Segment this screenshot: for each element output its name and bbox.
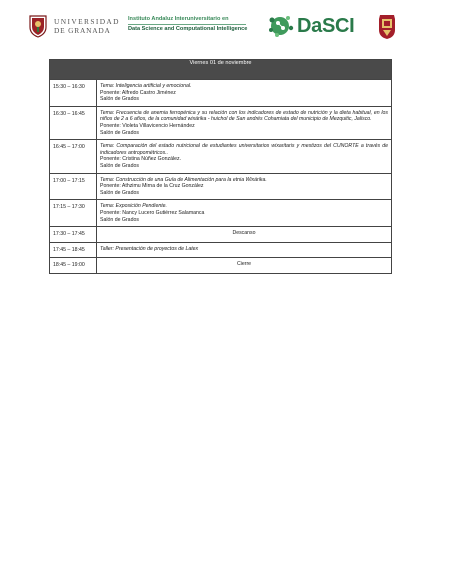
table-row-break bbox=[50, 227, 392, 243]
session-venue: Salón de Grados bbox=[100, 96, 139, 103]
session-speaker: Ponente: Violeta Villavicencio Hernández bbox=[100, 122, 195, 129]
time-cell: 15:30 – 16:30 bbox=[50, 80, 97, 107]
time-cell: 17:15 – 17:30 bbox=[50, 200, 97, 227]
ugr-line1: UNIVERSIDAD bbox=[54, 17, 120, 26]
session-speaker: Ponente: Cristina Núñez González. bbox=[100, 156, 182, 163]
table-row bbox=[50, 106, 392, 139]
time-cell: 18:45 – 19:00 bbox=[50, 258, 97, 274]
table-row bbox=[50, 200, 392, 227]
time-cell: 17:30 – 17:45 bbox=[50, 227, 97, 243]
session-speaker: Ponente: Alfredo Castro Jiménez bbox=[100, 89, 176, 96]
dasci-logo bbox=[268, 14, 354, 38]
ugr-seal-icon bbox=[28, 14, 48, 38]
institute-divider bbox=[128, 24, 246, 25]
session-topic: Tema: Frecuencia de anemia ferropénica y su relación con los indicadores de estado de nutrición y la dieta habitual, en los niños de 2 a 6 años, de la comunidad wixárika - huichol de San andrés Cohamiata del municipio de Mezquitic, Jalisco. bbox=[100, 109, 388, 123]
table-row bbox=[50, 140, 392, 173]
time-cell: 16:45 – 17:00 bbox=[50, 140, 97, 173]
workshop-label: Taller: Presentación de proyectos de Latex bbox=[97, 242, 392, 258]
session-topic: Tema: Inteligencia artificial y emocional. bbox=[100, 83, 192, 89]
table-row-workshop bbox=[50, 242, 392, 258]
institute-line2: Data Science and Computational Intelligence bbox=[128, 25, 248, 32]
table-row bbox=[50, 80, 392, 107]
session-cell bbox=[97, 106, 392, 139]
table-header-row bbox=[50, 60, 392, 80]
ugr-wordmark bbox=[54, 17, 120, 35]
session-topic: Tema: Exposición Pendiente. bbox=[100, 203, 167, 210]
session-venue: Salón de Grados bbox=[100, 189, 139, 196]
session-venue: Salón de Grados bbox=[100, 216, 139, 223]
session-speaker: Ponente: Athzimu Mirna de la Cruz González bbox=[100, 183, 204, 190]
session-cell bbox=[97, 200, 392, 227]
page-header bbox=[0, 0, 450, 50]
schedule-table bbox=[49, 59, 392, 274]
session-venue: Salón de Grados bbox=[100, 162, 139, 169]
dasci-network-icon bbox=[268, 14, 294, 38]
session-cell bbox=[97, 173, 392, 200]
day-title: Viernes 01 de noviembre bbox=[50, 60, 392, 80]
dasci-wordmark: DaSCI bbox=[297, 14, 355, 37]
session-cell bbox=[97, 80, 392, 107]
time-cell: 17:00 – 17:15 bbox=[50, 173, 97, 200]
break-label: Descanso bbox=[97, 227, 392, 243]
institute-line1: Instituto Andaluz Interuniversitario en bbox=[128, 16, 229, 22]
time-cell: 16:30 – 16:45 bbox=[50, 106, 97, 139]
ugr-line2: DE GRANADA bbox=[54, 26, 111, 35]
table-row-closing bbox=[50, 258, 392, 274]
session-speaker: Ponente: Nancy Lucero Gutiérrez Salamanca bbox=[100, 209, 205, 216]
session-topic: Tema: Comparación del estado nutricional de estudiantes universitarios wixaritaris y mestizos del CUNORTE a través de indicadores antropométricos.. bbox=[100, 143, 388, 156]
table-row bbox=[50, 173, 392, 200]
closing-label: Cierre bbox=[97, 258, 392, 274]
ugr-logo bbox=[28, 14, 120, 38]
session-venue: Salón de Grados bbox=[100, 129, 139, 136]
session-topic: Tema: Construcción de una Guía de Alimentación para la etnia Wixárika. bbox=[100, 176, 267, 183]
institute-name bbox=[128, 16, 247, 32]
time-cell: 17:45 – 18:45 bbox=[50, 242, 97, 258]
udg-seal-icon bbox=[377, 14, 397, 40]
session-cell bbox=[97, 140, 392, 173]
